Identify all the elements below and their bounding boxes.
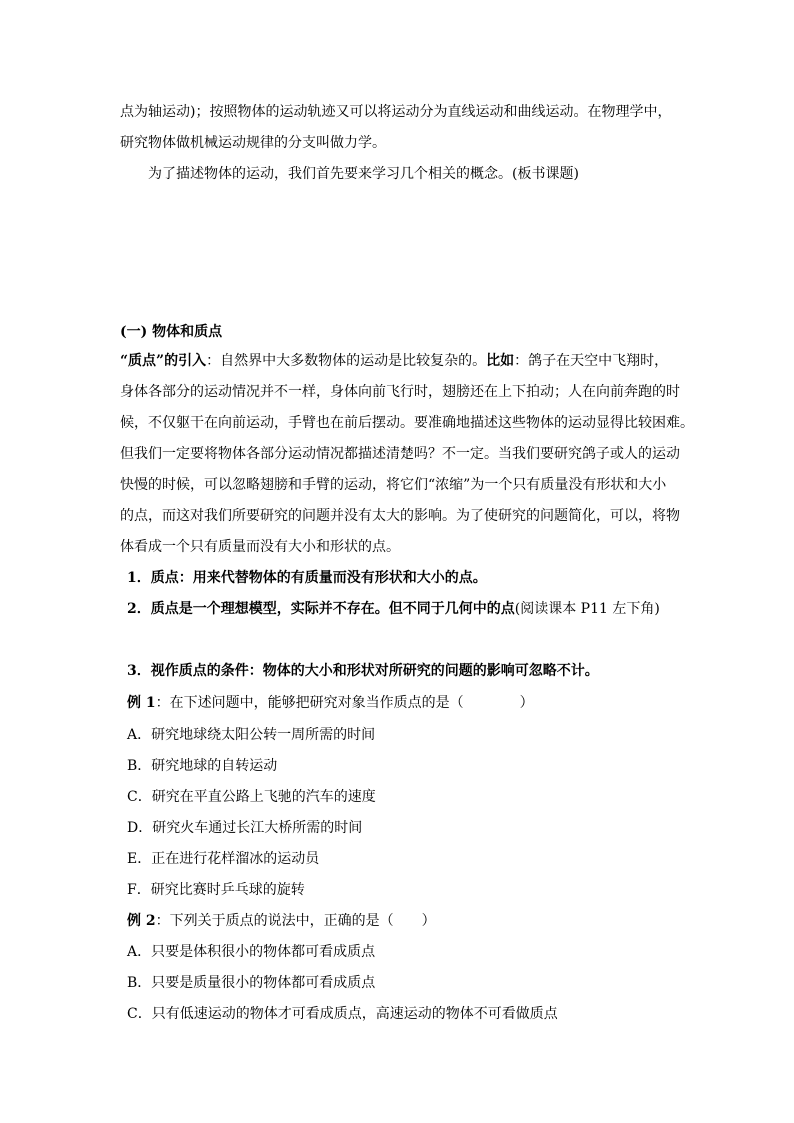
paragraph-line-6: 的点，而这对我们所要研究的问题并没有太大的影响。为了使研究的问题简化，可以，将物 (120, 508, 680, 524)
point-1: 1．质点：用来代替物体的有质量而没有形状和大小的点。 (127, 570, 487, 586)
example-1-option-b: B．研究地球的自转运动 (127, 758, 278, 774)
lead-term: “质点”的引入 (120, 353, 207, 369)
example-1-option-d: D．研究火车通过长江大桥所需的时间 (127, 820, 363, 836)
paragraph-line-3: 候，不仅躯干在向前运动，手臂也在前后摆动。要准确地描述这些物体的运动显得比较困难。 (120, 415, 694, 431)
paragraph-line-5: 快慢的时候，可以忽略翅膀和手臂的运动，将它们“浓缩”为一个只有质量没有形状和大小 (120, 477, 667, 493)
lead-sep: ： (206, 353, 221, 369)
lead-term-2: 比如 (486, 353, 515, 369)
example-2-option-a: A．只要是体积很小的物体都可看成质点 (127, 944, 376, 960)
example-1-label: 例 1 (127, 695, 156, 711)
lead-text: 自然界中大多数物体的运动是比较复杂的。 (220, 353, 487, 369)
point-3: 3．视作质点的条件：物体的大小和形状对所研究的问题的影响可忽略不计。 (127, 663, 599, 679)
paragraph-line-2: 身体各部分的运动情况并不一样，身体向前飞行时，翅膀还在上下拍动；人在向前奔跑的时 (120, 384, 680, 400)
example-1-question (127, 694, 534, 712)
point-2 (127, 600, 660, 618)
example-2-question (127, 912, 436, 930)
example-1-option-a: A．研究地球绕太阳公转一周所需的时间 (127, 727, 376, 743)
lead-text-2: ：鸽子在天空中飞翔时， (514, 353, 669, 369)
example-2-label: 例 2 (127, 913, 156, 929)
example-1-option-c: C．研究在平直公路上飞驰的汽车的速度 (127, 789, 376, 805)
point-2-bold: 2．质点是一个理想模型，实际并不存在。但不同于几何中的点 (127, 601, 515, 617)
example-2-option-b: B．只要是质量很小的物体都可看成质点 (127, 975, 376, 991)
intro-line-3: 为了描述物体的运动，我们首先要来学习几个相关的概念。(板书课题) (148, 166, 579, 182)
paragraph-line-7: 体看成一个只有质量而没有大小和形状的点。 (120, 539, 400, 555)
example-1-text: ：在下述问题中，能够把研究对象当作质点的是（ ） (155, 695, 534, 711)
example-1-option-e: E．正在进行花样溜冰的运动员 (127, 851, 320, 867)
point-2-note: (阅读课本 P11 左下角) (514, 601, 660, 617)
example-1-option-f: F．研究比赛时乒乓球的旋转 (127, 882, 305, 898)
intro-line-2: 研究物体做机械运动规律的分支叫做力学。 (120, 135, 386, 151)
paragraph-line-4: 但我们一定要将物体各部分运动情况都描述清楚吗？不一定。当我们要研究鸽子或人的运动 (120, 446, 680, 462)
paragraph-line-1 (120, 352, 668, 370)
intro-line-1: 点为轴运动)；按照物体的运动轨迹又可以将运动分为直线运动和曲线运动。在物理学中， (120, 104, 672, 120)
section-heading: (一) 物体和质点 (120, 324, 223, 340)
example-2-text: ：下列关于质点的说法中，正确的是（ ） (155, 913, 436, 929)
example-2-option-c: C．只有低速运动的物体才可看成质点，高速运动的物体不可看做质点 (127, 1006, 558, 1022)
